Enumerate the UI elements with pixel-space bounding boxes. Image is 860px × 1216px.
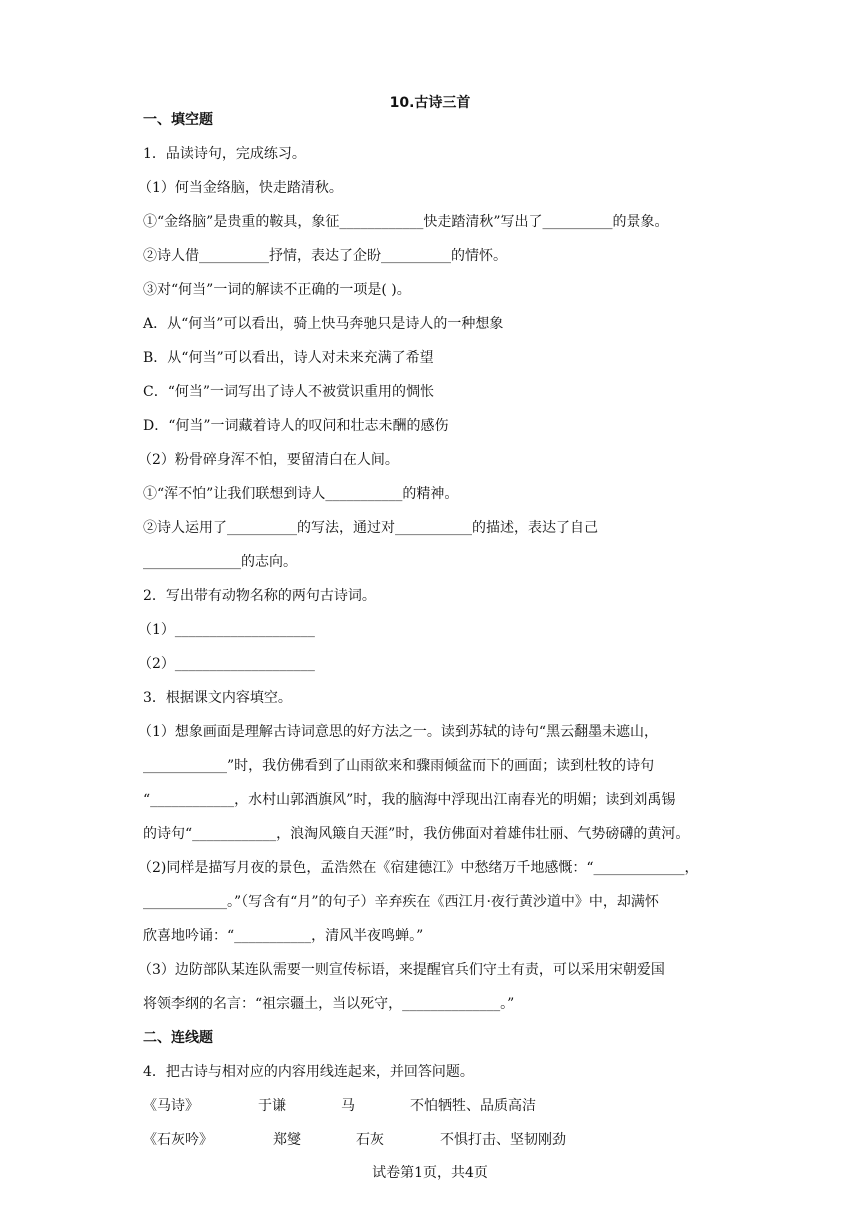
q1-part2-poem: （2）粉骨碎身浑不怕，要留清白在人间。 bbox=[138, 452, 399, 468]
q3-line-1: （1）想象画面是理解古诗词意思的好方法之一。读到苏轼的诗句“黑云翻墨未遮山， bbox=[138, 724, 659, 740]
matching-object[interactable]: 马 bbox=[341, 1098, 355, 1114]
q3-line-5: （2)同样是描写月夜的景色，孟浩然在《宿建德江》中愁绪万千地感慨：“_____________， bbox=[138, 860, 699, 876]
matching-poem[interactable]: 《石灰吟》 bbox=[143, 1132, 213, 1148]
q1-sub1: ①“金络脑”是贵重的鞍具，象征____________快走踏清秋”写出了__________的景象。 bbox=[143, 214, 669, 230]
q1-part1-poem: （1）何当金络脑，快走踏清秋。 bbox=[138, 180, 343, 196]
q2-answer-line-2: （2）____________________ bbox=[138, 656, 315, 672]
q4-stem: 4．把古诗与相对应的内容用线连起来，并回答问题。 bbox=[143, 1064, 474, 1080]
q1-sub2: ②诗人借__________抒情，表达了企盼__________的情怀。 bbox=[143, 248, 507, 264]
q1-option-b: B．从“何当”可以看出，诗人对未来充满了希望 bbox=[143, 350, 434, 366]
q1-part2-sub2: ②诗人运用了__________的写法，通过对___________的描述，表达了自己 bbox=[143, 520, 598, 536]
q2-stem: 2．写出带有动物名称的两句古诗词。 bbox=[143, 588, 376, 604]
matching-author[interactable]: 于谦 bbox=[258, 1098, 286, 1114]
q1-part2-sub1: ①“浑不怕”让我们联想到诗人___________的精神。 bbox=[143, 486, 459, 502]
q1-sub3: ③对“何当”一词的解读不正确的一项是( )。 bbox=[143, 282, 411, 298]
matching-quality[interactable]: 不惧打击、坚韧刚劲 bbox=[440, 1132, 566, 1148]
q3-line-4: 的诗句“____________，浪淘风簸自天涯”时，我仿佛面对着雄伟壮丽、气势磅礴的黄河。 bbox=[143, 826, 690, 842]
section-heading-fill-blank: 一、填空题 bbox=[143, 112, 213, 128]
q1-part2-sub2-cont: ______________的志向。 bbox=[143, 554, 297, 570]
matching-author[interactable]: 郑燮 bbox=[273, 1132, 301, 1148]
q3-stem: 3．根据课文内容填空。 bbox=[143, 690, 292, 706]
page-title: 10.古诗三首 bbox=[389, 95, 471, 111]
q3-line-3: “____________，水村山郭酒旗风”时，我的脑海中浮现出江南春光的明媚；读到刘禹锡 bbox=[143, 792, 676, 808]
q3-line-6: ____________。”（写含有“月”的句子）辛弃疾在《西江月·夜行黄沙道中》中，却满怀 bbox=[143, 894, 659, 910]
q3-line-2: ____________”时，我仿佛看到了山雨欲来和骤雨倾盆而下的画面；读到杜牧的诗句 bbox=[143, 758, 655, 774]
q1-option-a: A．从“何当”可以看出，骑上快马奔驰只是诗人的一种想象 bbox=[143, 316, 504, 332]
q1-option-c: C．“何当”一词写出了诗人不被赏识重用的惆怅 bbox=[143, 384, 435, 400]
q1-stem: 1．品读诗句，完成练习。 bbox=[143, 146, 306, 162]
matching-poem[interactable]: 《马诗》 bbox=[143, 1098, 199, 1114]
q3-line-9: 将领李纲的名言：“祖宗疆土，当以死守，______________。” bbox=[143, 996, 515, 1012]
q3-line-8: （3）边防部队某连队需要一则宣传标语，来提醒官兵们守土有责，可以采用宋朝爱国 bbox=[138, 962, 665, 978]
section-heading-matching: 二、连线题 bbox=[143, 1030, 213, 1046]
q2-answer-line-1: （1）____________________ bbox=[138, 622, 315, 638]
matching-object[interactable]: 石灰 bbox=[356, 1132, 384, 1148]
q3-line-7: 欣喜地吟诵：“___________，清风半夜鸣蝉。” bbox=[143, 928, 424, 944]
q1-option-d: D．“何当”一词藏着诗人的叹问和壮志未酬的感伤 bbox=[143, 418, 449, 434]
matching-quality[interactable]: 不怕牺牲、品质高洁 bbox=[410, 1098, 536, 1114]
page-footer: 试卷第1页，共4页 bbox=[372, 1165, 488, 1181]
